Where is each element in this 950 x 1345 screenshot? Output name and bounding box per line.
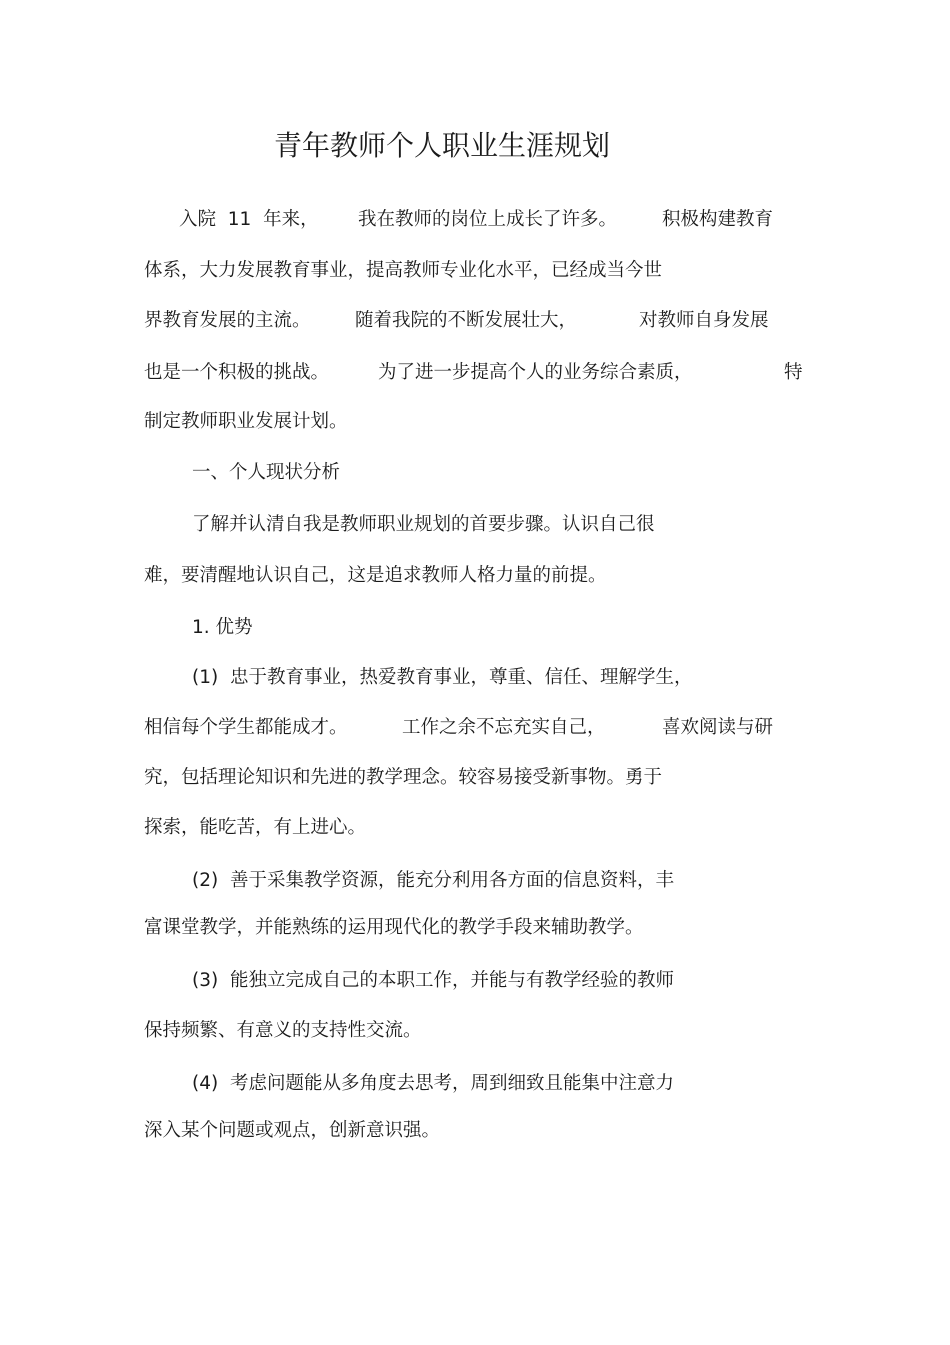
- item-1-line-4: 探索，能吃苦，有上进心。: [144, 817, 367, 838]
- item-2-line-1: (2) 善于采集教学资源，能充分利用各方面的信息资料，丰: [192, 870, 674, 891]
- section-heading: 一、个人现状分析: [192, 462, 341, 483]
- intro-line-3-part-b: 随着我院的不断发展壮大，: [355, 310, 578, 331]
- intro-line-4-part-a: 也是一个积极的挑战。: [144, 362, 330, 383]
- intro-line-5: 制定教师职业发展计划。: [144, 411, 348, 432]
- item-3-line-1: (3) 能独立完成自己的本职工作，并能与有教学经验的教师: [192, 970, 674, 991]
- item-1-line-2-part-a: 相信每个学生都能成才。: [144, 717, 348, 738]
- item-1-line-2-part-c: 喜欢阅读与研: [662, 717, 774, 738]
- section-paragraph-line-2: 难，要清醒地认识自己，这是追求教师人格力量的前提。: [144, 565, 607, 586]
- item-4-line-2: 深入某个问题或观点，创新意识强。: [144, 1120, 441, 1141]
- intro-line-3-part-a: 界教育发展的主流。: [144, 310, 311, 331]
- item-1-line-3: 究，包括理论知识和先进的教学理念。较容易接受新事物。勇于: [144, 767, 663, 788]
- item-4-line-1: (4) 考虑问题能从多角度去思考，周到细致且能集中注意力: [192, 1073, 674, 1094]
- intro-line-1-part-a: 入院 11 年来，: [179, 209, 319, 230]
- intro-line-1-part-b: 我在教师的岗位上成长了许多。: [358, 209, 618, 230]
- intro-line-4-part-c: 特: [784, 362, 803, 383]
- intro-line-3-part-c: 对教师自身发展: [639, 310, 769, 331]
- document-title: 青年教师个人职业生涯规划: [273, 129, 610, 162]
- item-1-line-2-part-b: 工作之余不忘充实自己，: [402, 717, 606, 738]
- intro-line-4-part-b: 为了进一步提高个人的业务综合素质，: [378, 362, 693, 383]
- intro-line-2: 体系，大力发展教育事业，提高教师专业化水平，已经成当今世: [144, 260, 663, 281]
- item-3-line-2: 保持频繁、有意义的支持性交流。: [144, 1020, 422, 1041]
- section-paragraph-line-1: 了解并认清自我是教师职业规划的首要步骤。认识自己很: [192, 514, 655, 535]
- item-1-line-1: (1) 忠于教育事业，热爱教育事业，尊重、信任、理解学生，: [192, 667, 693, 688]
- subsection-heading: 1. 优势: [192, 617, 253, 638]
- intro-line-1-part-c: 积极构建教育: [662, 209, 774, 230]
- item-2-line-2: 富课堂教学，并能熟练的运用现代化的教学手段来辅助教学。: [144, 917, 644, 938]
